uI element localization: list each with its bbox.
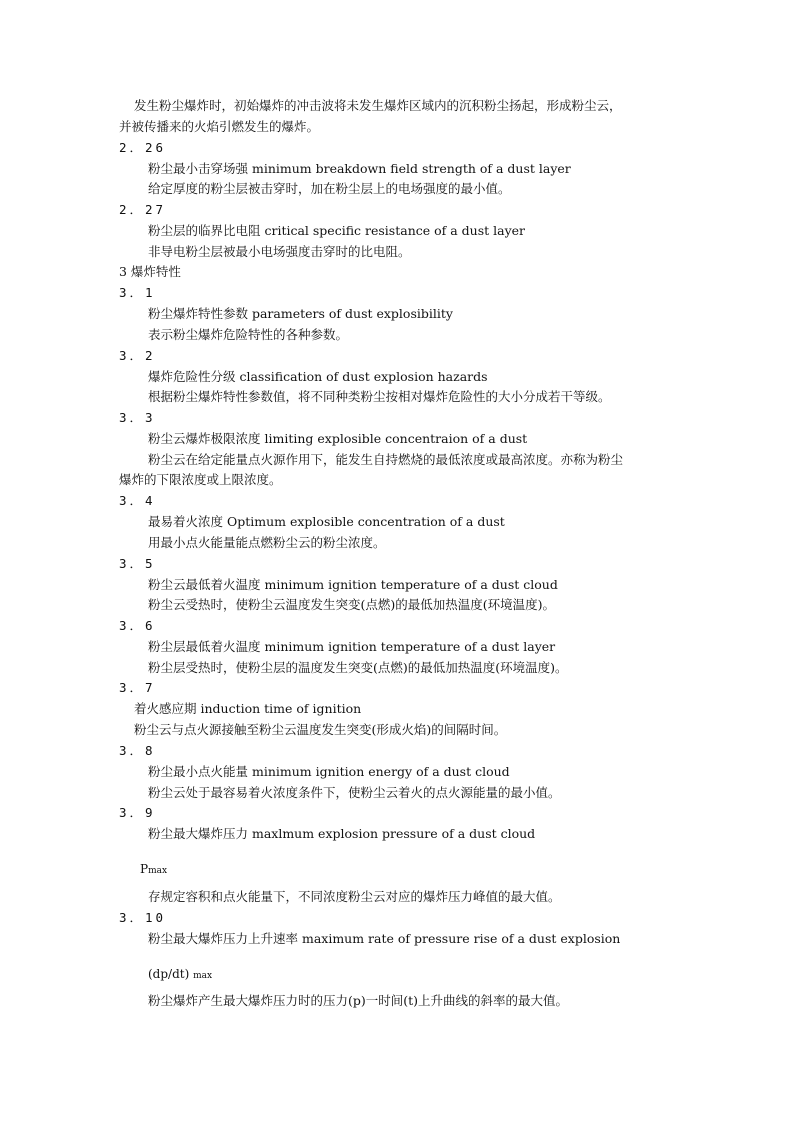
section-number-3-9: 3．9 xyxy=(119,805,156,820)
term-3-5: 粉尘云最低着火温度 minimum ignition temperature of a dust cloud xyxy=(148,577,558,592)
symbol-dpdt-max xyxy=(148,966,212,984)
definition-3-7: 粉尘云与点火源接触至粉尘云温度发生突变(形成火焰)的间隔时间。 xyxy=(134,722,507,737)
section-number-3-2: 3．2 xyxy=(119,348,156,363)
definition-3-2: 根据粉尘爆炸特性参数值，将不同种类粉尘按相对爆炸危险性的大小分成若干等级。 xyxy=(148,389,611,404)
definition-3-6: 粉尘层受热时，使粉尘层的温度发生突变(点燃)的最低加热温度(环境温度)。 xyxy=(148,660,568,675)
term-3-9: 粉尘最大爆炸压力 maxlmum explosion pressure of a dust cloud xyxy=(148,826,536,841)
intro-line-1: 发生粉尘爆炸时，初始爆炸的冲击波将未发生爆炸区域内的沉积粉尘扬起，形成粉尘云， xyxy=(134,98,622,113)
term-3-8: 粉尘最小点火能量 minimum ignition energy of a dust cloud xyxy=(148,764,510,779)
term-2-26: 粉尘最小击穿场强 minimum breakdown field strength of a dust layer xyxy=(148,161,571,176)
section-number-3-5: 3．5 xyxy=(119,556,156,571)
section-number-3-10: 3．10 xyxy=(119,910,167,925)
term-3-6: 粉尘层最低着火温度 minimum ignition temperature of a dust layer xyxy=(148,639,556,654)
definition-2-27: 非导电粉尘层被最小电场强度击穿时的比电阻。 xyxy=(148,244,411,259)
definition-3-9: 存规定容积和点火能量下，不同浓度粉尘云对应的爆炸压力峰值的最大值。 xyxy=(148,889,561,904)
term-3-10: 粉尘最大爆炸压力上升速率 maximum rate of pressure rise of a dust explosion xyxy=(148,931,621,946)
symbol-pmax-sub: max xyxy=(148,866,168,876)
symbol-pmax-main: P xyxy=(140,862,149,876)
term-3-2: 爆炸危险性分级 classification of dust explosion hazards xyxy=(148,369,488,384)
section-number-3-6: 3．6 xyxy=(119,618,156,633)
definition-3-10: 粉尘爆炸产生最大爆炸压力时的压力(p)一时间(t)上升曲线的斜率的最大值。 xyxy=(148,993,569,1008)
section-number-3-3: 3．3 xyxy=(119,410,156,425)
definition-3-3-line-2: 爆炸的下限浓度或上限浓度。 xyxy=(119,472,282,487)
symbol-dpdt-sub: max xyxy=(193,971,213,981)
term-3-1: 粉尘爆炸特性参数 parameters of dust explosibility xyxy=(148,306,453,321)
definition-3-4: 用最小点火能量能点燃粉尘云的粉尘浓度。 xyxy=(148,535,386,550)
term-2-27: 粉尘层的临界比电阻 critical specific resistance of a dust layer xyxy=(148,223,526,238)
section-number-3-4: 3．4 xyxy=(119,493,156,508)
definition-2-26: 给定厚度的粉尘层被击穿时，加在粉尘层上的电场强度的最小值。 xyxy=(148,181,511,196)
chapter-3-title: 3 爆炸特性 xyxy=(119,264,181,279)
symbol-pmax xyxy=(140,861,167,879)
section-number-3-8: 3．8 xyxy=(119,743,156,758)
term-3-7: 着火感应期 induction time of ignition xyxy=(134,701,362,716)
definition-3-1: 表示粉尘爆炸危险特性的各种参数。 xyxy=(148,327,349,342)
term-3-3: 粉尘云爆炸极限浓度 limiting explosible concentraion of a dust xyxy=(148,431,528,446)
section-number-2-27: 2．27 xyxy=(119,202,167,217)
definition-3-3-line-1: 粉尘云在给定能量点火源作用下，能发生自持燃烧的最低浓度或最高浓度。亦称为粉尘 xyxy=(148,452,624,467)
term-3-4: 最易着火浓度 Optimum explosible concentration of a dust xyxy=(148,514,505,529)
definition-3-5: 粉尘云受热时，使粉尘云温度发生突变(点燃)的最低加热温度(环境温度)。 xyxy=(148,597,556,612)
definition-3-8: 粉尘云处于最容易着火浓度条件下，使粉尘云着火的点火源能量的最小值。 xyxy=(148,785,561,800)
symbol-dpdt-main: (dp/dt) xyxy=(148,967,190,981)
section-number-2-26: 2．26 xyxy=(119,140,167,155)
intro-line-2: 并被传播来的火焰引燃发生的爆炸。 xyxy=(119,119,320,134)
section-number-3-7: 3．7 xyxy=(119,680,156,695)
section-number-3-1: 3．1 xyxy=(119,285,156,300)
